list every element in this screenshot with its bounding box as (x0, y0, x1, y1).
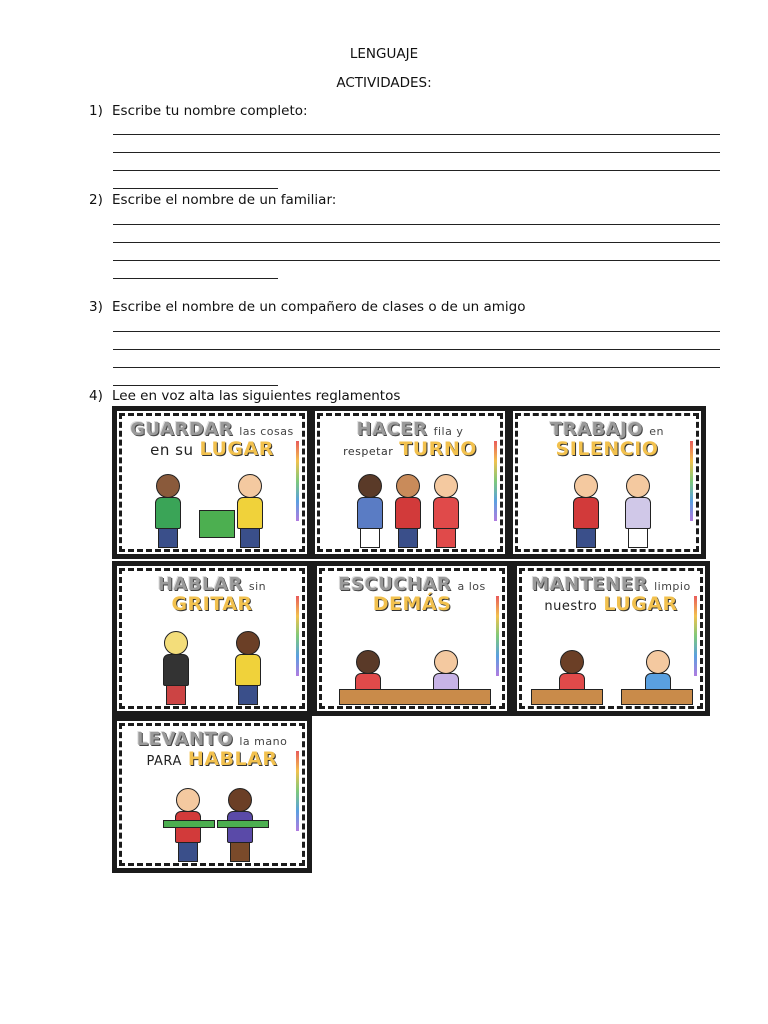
card-title-main: ESCUCHAR (338, 574, 452, 595)
card-title (117, 576, 307, 615)
card-title-line2: en su (150, 440, 194, 459)
card-title-main: HACER (356, 419, 428, 440)
card-title-sub: limpio (654, 580, 691, 593)
illustration-children-raising-hands (117, 784, 307, 862)
answer-line[interactable] (113, 224, 720, 225)
illustration-children-in-line (315, 470, 505, 548)
card-title-sub: fila y (433, 425, 464, 438)
card-title-highlight: GRITAR (171, 592, 253, 615)
card-title-sub: las cosas (239, 425, 294, 438)
decorative-stripe (496, 596, 499, 676)
question-number: 4) (89, 388, 103, 404)
answer-line[interactable] (113, 278, 278, 279)
question-text: Lee en voz alta las siguientes reglamentos (112, 388, 401, 404)
card-title-main: MANTENER (531, 574, 648, 595)
card-title-sub: sin (248, 580, 267, 593)
card-title-highlight: SILENCIO (555, 437, 659, 460)
card-title-highlight: TURNO (399, 437, 477, 460)
decorative-stripe (296, 596, 299, 676)
rule-card-levanto-la-mano (112, 716, 312, 873)
answer-line[interactable] (113, 260, 720, 261)
card-title (513, 421, 701, 460)
card-title (517, 576, 705, 615)
question-number: 1) (89, 103, 103, 119)
answer-line[interactable] (113, 367, 720, 368)
rule-card-guardar (112, 406, 312, 559)
activities-heading: ACTIVIDADES: (336, 75, 432, 91)
question-3 (89, 299, 526, 315)
card-title-highlight: LUGAR (199, 437, 274, 460)
illustration-children-listening (317, 627, 507, 705)
page-title: LENGUAJE (349, 46, 419, 62)
card-title-main: HABLAR (157, 574, 243, 595)
illustration-children-quiet (513, 470, 701, 548)
question-number: 2) (89, 192, 103, 208)
question-number: 3) (89, 299, 103, 315)
answer-line[interactable] (113, 242, 720, 243)
rule-card-hablar-sin-gritar (112, 561, 312, 716)
question-text: Escribe el nombre de un familiar: (112, 192, 337, 208)
answer-line[interactable] (113, 152, 720, 153)
card-title-sub: a los (457, 580, 486, 593)
answer-line[interactable] (113, 349, 720, 350)
card-title (117, 731, 307, 770)
card-title-line2: respetar (343, 444, 394, 458)
answer-line[interactable] (113, 188, 278, 189)
card-title-highlight: DEMÁS (372, 592, 452, 615)
question-text: Escribe tu nombre completo: (112, 103, 308, 119)
illustration-children-tidying (117, 470, 307, 548)
decorative-stripe (690, 441, 693, 521)
card-title-main: LEVANTO (136, 729, 234, 750)
card-title-sub: en (649, 425, 665, 438)
card-title (315, 421, 505, 460)
card-title-line2: nuestro (544, 598, 598, 614)
card-title (317, 576, 507, 615)
question-1 (89, 103, 308, 119)
answer-line[interactable] (113, 331, 720, 332)
question-text: Escribe el nombre de un compañero de clases o de un amigo (112, 299, 526, 315)
decorative-stripe (494, 441, 497, 521)
illustration-children-cleaning (517, 627, 705, 705)
card-title-line2: PARA (146, 753, 182, 769)
card-title-sub: la mano (239, 735, 288, 748)
card-title (117, 421, 307, 460)
rule-card-escuchar (312, 561, 512, 716)
decorative-stripe (694, 596, 697, 676)
answer-line[interactable] (113, 170, 720, 171)
card-title-highlight: LUGAR (603, 592, 678, 615)
illustration-children-talking (117, 627, 307, 705)
rule-card-trabajo-silencio (508, 406, 706, 559)
answer-line[interactable] (113, 134, 720, 135)
question-2 (89, 192, 336, 208)
question-4 (89, 388, 400, 404)
card-title-main: TRABAJO (549, 419, 644, 440)
decorative-stripe (296, 751, 299, 831)
card-title-highlight: HABLAR (187, 747, 278, 770)
decorative-stripe (296, 441, 299, 521)
card-title-main: GUARDAR (130, 419, 234, 440)
rule-card-hacer-fila (310, 406, 510, 559)
answer-line[interactable] (113, 385, 278, 386)
rule-card-mantener-limpio (512, 561, 710, 716)
